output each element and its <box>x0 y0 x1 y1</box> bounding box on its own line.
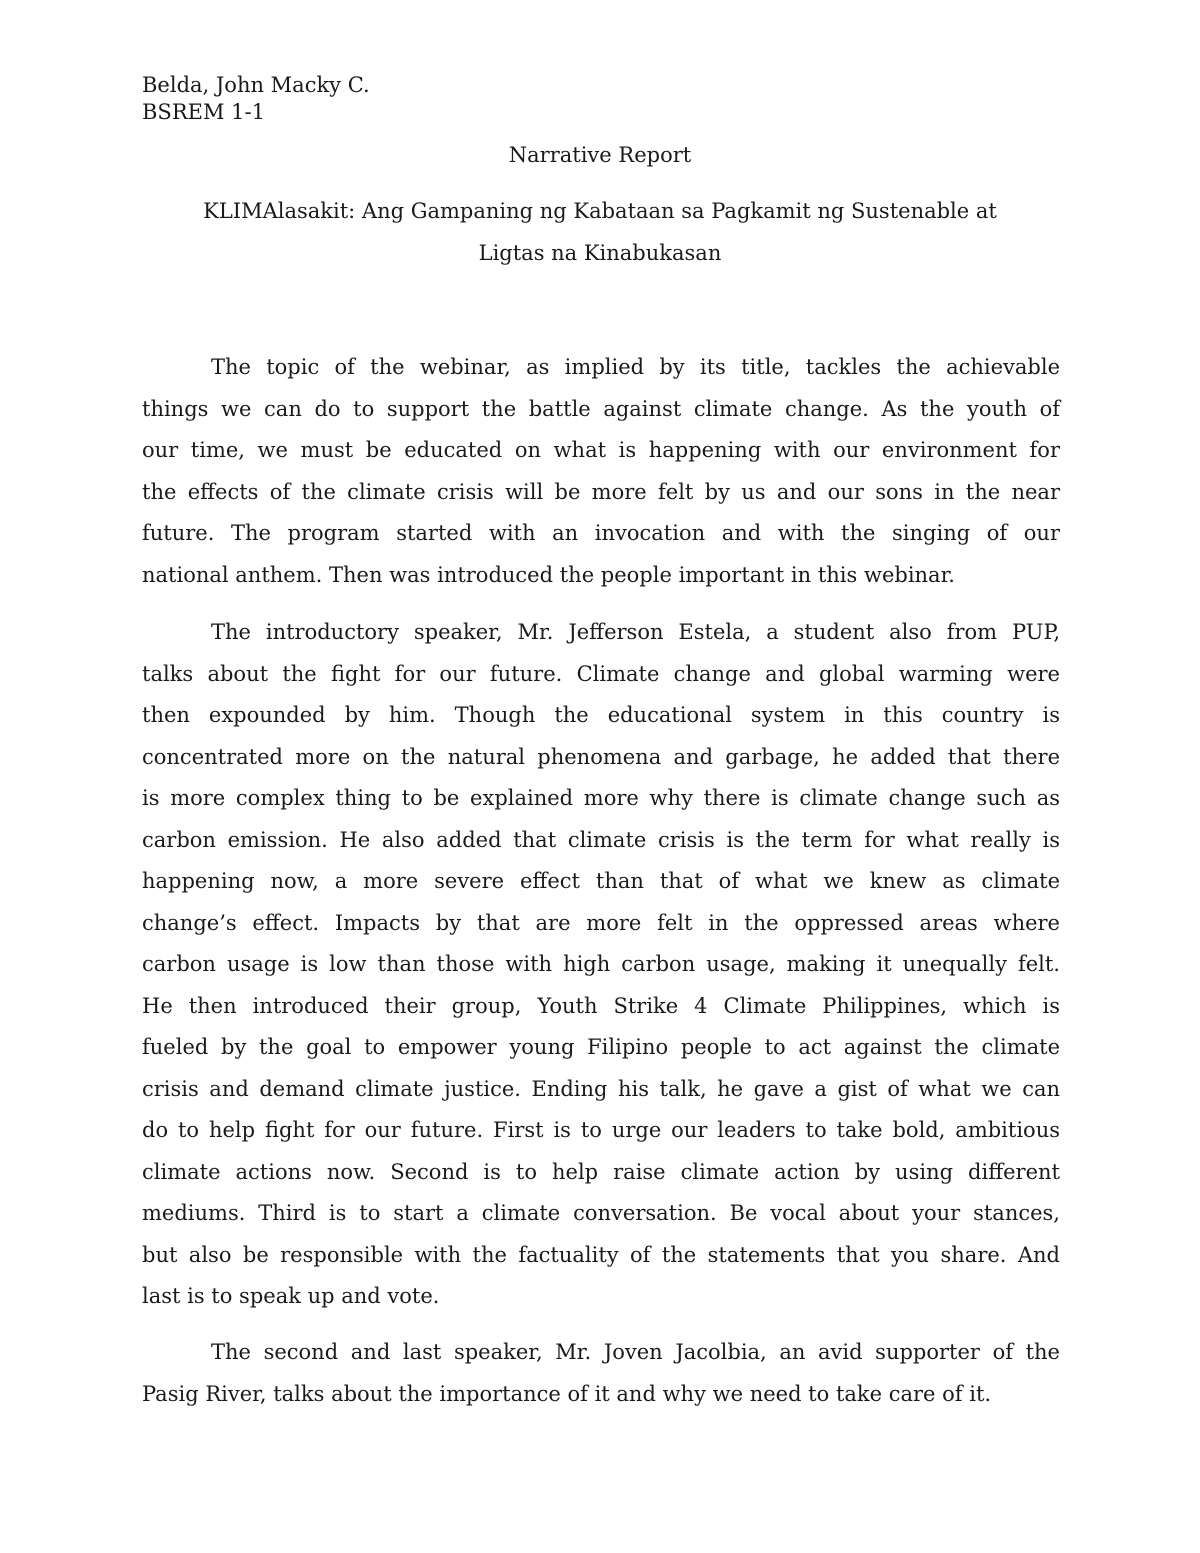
paragraph-line: carbon emission. He also added that climate crisis is the term for what really is <box>142 827 1060 852</box>
paragraph-line: the effects of the climate crisis will be more felt by us and our sons in the near <box>142 479 1060 504</box>
paragraph-line: The second and last speaker, Mr. Joven Jacolbia, an avid supporter of the <box>211 1340 1060 1364</box>
paragraph-line: climate actions now. Second is to help raise climate action by using different <box>142 1159 1060 1184</box>
paragraph-line: carbon usage is low than those with high carbon usage, making it unequally felt. <box>142 952 1060 976</box>
paragraph-line: fueled by the goal to empower young Filipino people to act against the climate <box>142 1035 1060 1059</box>
document-title-line-1: KLIMAlasakit: Ang Gampaning ng Kabataan sa Pagkamit ng Sustenable at <box>203 199 997 223</box>
paragraph-line: The topic of the webinar, as implied by its title, tackles the achievable <box>211 355 1060 379</box>
paragraph-line: but also be responsible with the factuality of the statements that you share. And <box>142 1242 1060 1267</box>
document-title-line-2: Ligtas na Kinabukasan <box>478 241 722 265</box>
paragraph-line: crisis and demand climate justice. Ending his talk, he gave a gist of what we can <box>142 1076 1060 1101</box>
paragraph-line: things we can do to support the battle against climate change. As the youth of <box>142 396 1060 421</box>
paragraph-1 <box>142 347 1060 596</box>
paragraph-line: happening now, a more severe effect than that of what we knew as climate <box>142 869 1060 893</box>
document-type-heading: Narrative Report <box>508 143 692 167</box>
paragraph-line: future. The program started with an invocation and with the singing of our <box>142 521 1060 545</box>
paragraph-line: He then introduced their group, Youth Strike 4 Climate Philippines, which is <box>142 993 1060 1018</box>
paragraph-2 <box>142 612 1060 1318</box>
paragraph-line: our time, we must be educated on what is happening with our environment for <box>142 438 1060 462</box>
paragraph-line: last is to speak up and vote. <box>142 1284 440 1308</box>
paragraph-line: change’s effect. Impacts by that are more felt in the oppressed areas where <box>142 910 1060 935</box>
paragraph-line: Pasig River, talks about the importance of it and why we need to take care of it. <box>142 1381 992 1406</box>
paragraph-line: national anthem. Then was introduced the people important in this webinar. <box>142 562 955 587</box>
paragraph-line: concentrated more on the natural phenomena and garbage, he added that there <box>142 744 1060 769</box>
author-name: Belda, John Macky C. <box>142 73 370 97</box>
paragraph-line: The introductory speaker, Mr. Jefferson Estela, a student also from PUP, <box>211 620 1060 644</box>
paragraph-line: do to help fight for our future. First is to urge our leaders to take bold, ambitious <box>142 1118 1060 1142</box>
paragraph-3 <box>142 1332 1060 1415</box>
paragraph-line: talks about the fight for our future. Climate change and global warming were <box>142 661 1060 686</box>
author-block <box>142 72 370 126</box>
paragraph-line: then expounded by him. Though the educational system in this country is <box>142 703 1060 727</box>
paragraph-line: mediums. Third is to start a climate conversation. Be vocal about your stances, <box>142 1201 1060 1225</box>
paragraph-line: is more complex thing to be explained more why there is climate change such as <box>142 786 1060 810</box>
section-label: BSREM 1-1 <box>142 100 265 124</box>
